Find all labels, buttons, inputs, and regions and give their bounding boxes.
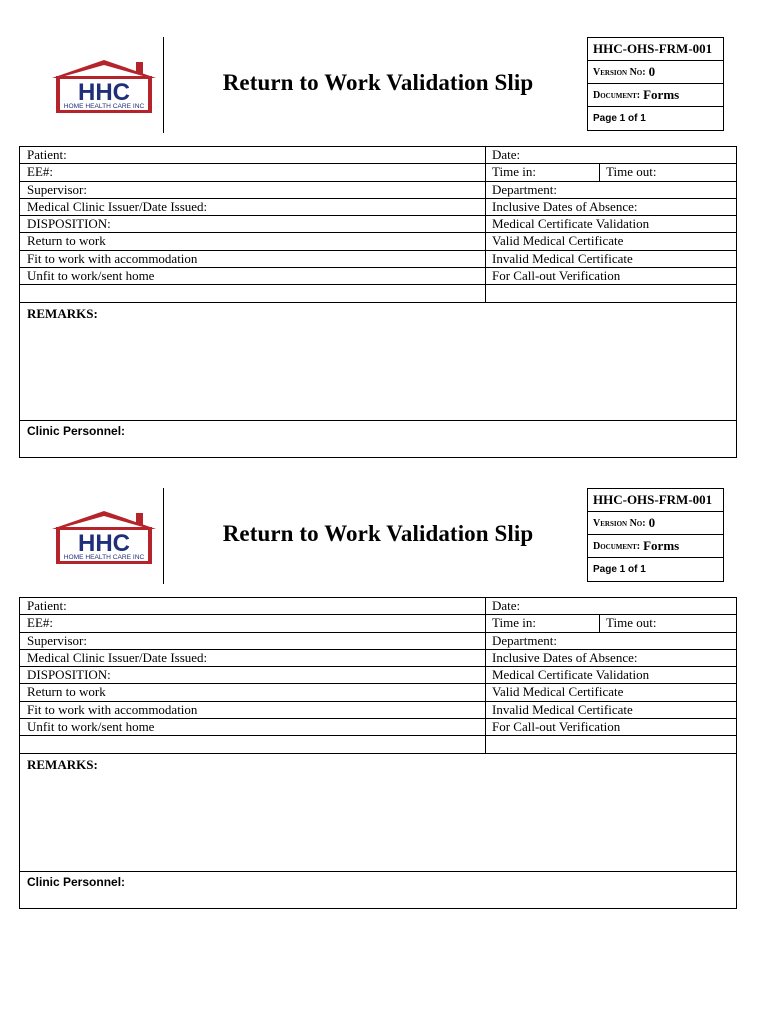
option-return-to-work[interactable]: Return to work [20,684,486,700]
blank-left-cell[interactable] [20,736,486,752]
time-out-field[interactable]: Time out: [606,164,657,180]
department-field[interactable]: Department: [492,632,557,648]
option-unfit-sent-home[interactable]: Unfit to work/sent home [20,719,486,735]
page-number: Page 1 of 1 [593,113,646,124]
option-valid-certificate[interactable]: Valid Medical Certificate [492,233,624,249]
version-label: Version No: [593,66,646,78]
version-value: 0 [648,64,656,79]
option-invalid-certificate[interactable]: Invalid Medical Certificate [492,250,633,266]
form-title: Return to Work Validation Slip [222,521,534,546]
blank-right-cell[interactable] [486,736,736,752]
document-label: Document: [593,89,641,101]
slip-form-table [19,146,737,458]
time-in-field[interactable]: Time in: [486,615,600,631]
date-field[interactable]: Date: [492,598,521,613]
remarks-field[interactable] [20,754,736,872]
svg-text:HOME HEALTH CARE INC: HOME HEALTH CARE INC [63,554,145,561]
document-code: HHC-OHS-FRM-001 [593,41,713,56]
validation-slip [0,0,768,450]
svg-text:HOME HEALTH CARE INC: HOME HEALTH CARE INC [63,103,145,110]
blank-right-cell[interactable] [486,285,736,301]
supervisor-field[interactable]: Supervisor: [20,633,486,649]
option-valid-certificate[interactable]: Valid Medical Certificate [492,684,624,700]
hhc-logo [50,509,158,565]
patient-field[interactable]: Patient: [20,598,486,614]
time-out-field[interactable]: Time out: [606,615,657,631]
option-fit-with-accommodation[interactable]: Fit to work with accommodation [20,251,486,267]
header-divider [163,488,164,584]
document-code: HHC-OHS-FRM-001 [593,492,713,507]
remarks-label: REMARKS: [27,756,98,772]
ee-number-field[interactable]: EE#: [20,164,486,180]
svg-text:HHC: HHC [78,79,130,106]
clinic-personnel-label: Clinic Personnel: [27,423,126,438]
option-call-out-verification[interactable]: For Call-out Verification [492,268,621,284]
clinic-issuer-field[interactable]: Medical Clinic Issuer/Date Issued: [20,650,486,666]
hhc-logo [50,58,158,114]
form-title: Return to Work Validation Slip [222,70,534,95]
disposition-heading: DISPOSITION: [20,216,486,232]
clinic-personnel-label: Clinic Personnel: [27,874,126,889]
certificate-validation-heading: Medical Certificate Validation [492,667,650,683]
document-value: Forms [643,87,680,102]
absence-dates-field[interactable]: Inclusive Dates of Absence: [492,198,638,214]
blank-left-cell[interactable] [20,285,486,301]
certificate-validation-heading: Medical Certificate Validation [492,216,650,232]
ee-number-field[interactable]: EE#: [20,615,486,631]
clinic-issuer-field[interactable]: Medical Clinic Issuer/Date Issued: [20,199,486,215]
svg-text:HHC: HHC [78,530,130,557]
disposition-heading: DISPOSITION: [20,667,486,683]
document-control-box [587,488,724,582]
page-number: Page 1 of 1 [593,564,646,575]
option-return-to-work[interactable]: Return to work [20,233,486,249]
option-fit-with-accommodation[interactable]: Fit to work with accommodation [20,702,486,718]
document-label: Document: [593,540,641,552]
slip-form-table [19,597,737,909]
document-control-box [587,37,724,131]
supervisor-field[interactable]: Supervisor: [20,182,486,198]
validation-slip [0,451,768,901]
version-value: 0 [648,515,656,530]
absence-dates-field[interactable]: Inclusive Dates of Absence: [492,649,638,665]
version-label: Version No: [593,517,646,529]
patient-field[interactable]: Patient: [20,147,486,163]
department-field[interactable]: Department: [492,181,557,197]
clinic-personnel-field[interactable] [20,872,736,908]
option-invalid-certificate[interactable]: Invalid Medical Certificate [492,701,633,717]
date-field[interactable]: Date: [492,147,521,162]
remarks-label: REMARKS: [27,305,98,321]
remarks-field[interactable] [20,303,736,421]
time-in-field[interactable]: Time in: [486,164,600,180]
option-call-out-verification[interactable]: For Call-out Verification [492,719,621,735]
header-divider [163,37,164,133]
option-unfit-sent-home[interactable]: Unfit to work/sent home [20,268,486,284]
document-value: Forms [643,538,680,553]
